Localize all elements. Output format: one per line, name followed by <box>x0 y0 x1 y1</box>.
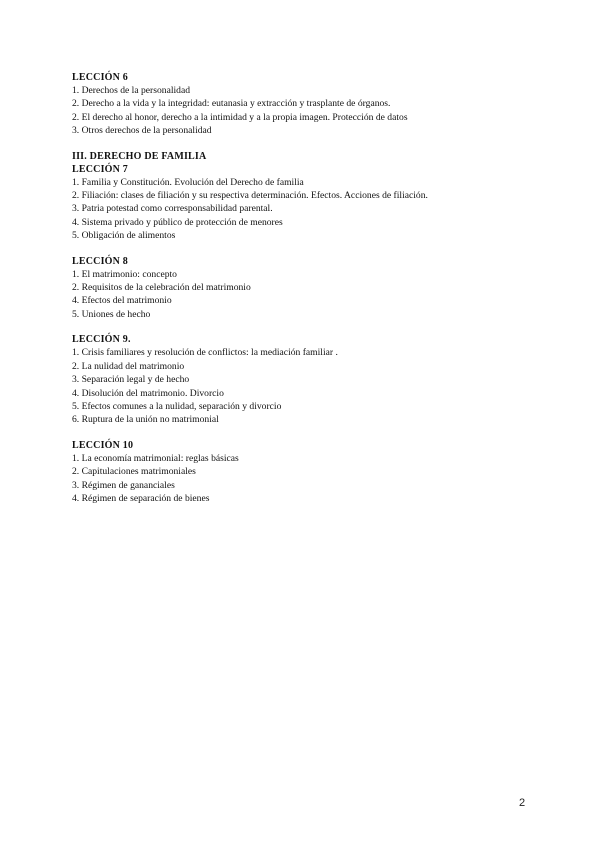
list-item: 3. Otros derechos de la personalidad <box>72 125 212 137</box>
list-item: 1. Familia y Constitución. Evolución del Derecho de familia <box>72 176 304 188</box>
lesson-6-block <box>72 71 542 138</box>
lesson-heading: LECCIÓN 9. <box>72 334 131 346</box>
list-item: 4. Sistema privado y público de protección de menores <box>72 216 283 228</box>
list-item: 3. Separación legal y de hecho <box>72 374 190 386</box>
list-item: 3. Régimen de gananciales <box>72 479 175 491</box>
list-item: 2. Requisitos de la celebración del matrimonio <box>72 282 251 294</box>
list-item: 4. Régimen de separación de bienes <box>72 492 210 504</box>
document-body <box>72 71 542 517</box>
list-item: 1. El matrimonio: concepto <box>72 268 177 280</box>
list-item: 5. Uniones de hecho <box>72 308 151 320</box>
lesson-heading: LECCIÓN 10 <box>72 439 134 451</box>
list-item: 5. Efectos comunes a la nulidad, separación y divorcio <box>72 400 282 412</box>
list-item: 1. La economía matrimonial: reglas básicas <box>72 452 239 464</box>
lesson-heading: LECCIÓN 8 <box>72 255 128 267</box>
list-item: 1. Crisis familiares y resolución de conflictos: la mediación familiar . <box>72 347 338 359</box>
list-item: 1. Derechos de la personalidad <box>72 85 191 96</box>
list-item: 2. Filiación: clases de filiación y su respectiva determinación. Efectos. Acciones de filiación. <box>72 190 428 202</box>
lesson-8-block <box>72 255 542 322</box>
part-heading: III. DERECHO DE FAMILIA <box>72 150 207 162</box>
list-item: 4. Disolución del matrimonio. Divorcio <box>72 387 224 399</box>
list-item: 5. Obligación de alimentos <box>72 230 176 242</box>
list-item: 2. El derecho al honor, derecho a la intimidad y a la propia imagen. Protección de datos <box>72 111 408 123</box>
lesson-heading: LECCIÓN 7 <box>72 163 128 175</box>
lesson-10-block <box>72 439 542 506</box>
page-number: 2 <box>519 797 526 809</box>
lesson-heading: LECCIÓN 6 <box>72 72 128 83</box>
lesson-7-block <box>72 150 542 243</box>
list-item: 4. Efectos del matrimonio <box>72 295 172 307</box>
list-item: 2. Derecho a la vida y la integridad: eutanasia y extracción y trasplante de órganos. <box>72 98 391 110</box>
list-item: 2. La nulidad del matrimonio <box>72 360 185 372</box>
list-item: 3. Patria potestad como corresponsabilidad parental. <box>72 203 273 215</box>
list-item: 6. Ruptura de la unión no matrimonial <box>72 414 219 426</box>
list-item: 2. Capitulaciones matrimoniales <box>72 466 196 478</box>
lesson-9-block <box>72 333 542 426</box>
